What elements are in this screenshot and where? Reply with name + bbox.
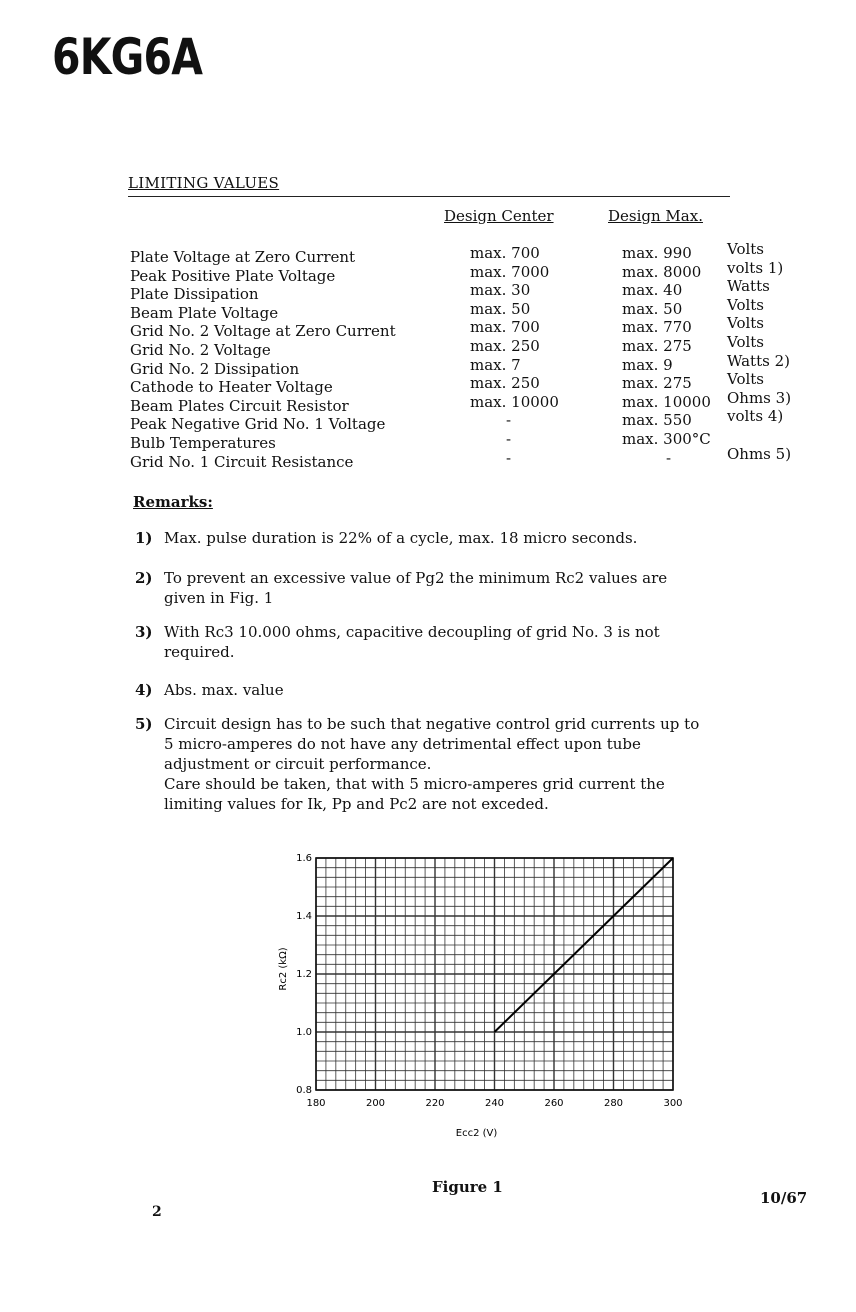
- date-code: 10/67: [760, 1189, 808, 1207]
- param-label: Beam Plates Circuit Resistor: [130, 396, 349, 415]
- max-value: max. 9: [622, 355, 673, 374]
- center-value: max. 7: [470, 355, 521, 374]
- design-max-values: [622, 244, 711, 467]
- x-tick-label: 180: [306, 1098, 326, 1109]
- center-value: max. 700: [470, 244, 540, 262]
- remark-item: [135, 680, 755, 700]
- unit-label: volts 4): [727, 407, 784, 426]
- design-center-values: [470, 244, 559, 467]
- max-value: max. 50: [622, 299, 683, 318]
- y-tick-label: 1.2: [296, 969, 312, 980]
- max-value: max. 40: [622, 281, 683, 300]
- param-label: Peak Positive Plate Voltage: [130, 266, 336, 285]
- max-value: max. 8000: [622, 262, 702, 281]
- remark-line: 5 micro-amperes do not have any detrimental effect upon tube: [164, 735, 641, 753]
- y-tick-label: 1.4: [296, 911, 312, 922]
- unit-label: Volts: [727, 314, 765, 333]
- remark-number: 2): [135, 569, 153, 587]
- remark-number: 4): [135, 681, 153, 699]
- param-label: Plate Voltage at Zero Current: [130, 248, 356, 266]
- unit-label: Volts: [727, 332, 765, 351]
- remarks-title: Remarks:: [133, 493, 213, 511]
- remark-item: [135, 528, 755, 548]
- remark-number: 1): [135, 529, 153, 547]
- x-tick-label: 280: [603, 1098, 624, 1109]
- center-value: max. 7000: [470, 262, 550, 281]
- x-tick-label: 300: [663, 1098, 683, 1109]
- remark-item: [135, 622, 755, 662]
- max-value: max. 550: [622, 411, 692, 430]
- y-axis-label: Rc2 (kΩ): [278, 947, 289, 991]
- center-value: -: [506, 448, 512, 467]
- y-tick-label: 0.8: [296, 1085, 312, 1096]
- max-value: -: [666, 448, 672, 467]
- x-tick-label: 240: [484, 1098, 505, 1109]
- remark-line: limiting values for Ik, Pp and Pc2 are not exceded.: [164, 795, 549, 813]
- limiting-values-title: LIMITING VALUES: [128, 174, 280, 192]
- center-value: max. 30: [470, 281, 531, 300]
- remark-line: given in Fig. 1: [164, 589, 274, 607]
- remark-line: required.: [164, 643, 235, 661]
- x-tick-label: 260: [544, 1098, 564, 1109]
- remark-line: Circuit design has to be such that negative control grid currents up to: [164, 715, 700, 733]
- param-label: Cathode to Heater Voltage: [130, 378, 333, 397]
- unit-label: Ohms 3): [727, 388, 792, 407]
- max-value: max. 275: [622, 336, 692, 355]
- remark-line: adjustment or circuit performance.: [164, 755, 432, 773]
- y-tick-label: 1.6: [296, 853, 312, 864]
- center-value: max. 250: [470, 374, 540, 393]
- col-design-center: Design Center: [444, 207, 554, 225]
- param-label: Plate Dissipation: [130, 285, 259, 304]
- figure-label: Figure 1: [432, 1178, 503, 1196]
- divider-rule: [128, 196, 730, 197]
- param-label: Grid No. 1 Circuit Resistance: [130, 452, 354, 471]
- remark-number: 3): [135, 623, 153, 641]
- remark-line: To prevent an excessive value of Pg2 the minimum Rc2 values are: [164, 569, 668, 587]
- unit-label: Watts 2): [727, 351, 790, 370]
- remark-line: With Rc3 10.000 ohms, capacitive decoupling of grid No. 3 is not: [164, 623, 660, 641]
- max-value: max. 300°C: [622, 429, 711, 448]
- remark-line: Abs. max. value: [164, 681, 284, 699]
- param-label: Beam Plate Voltage: [130, 303, 279, 322]
- center-value: max. 50: [470, 299, 531, 318]
- x-tick-label: 200: [365, 1098, 386, 1109]
- param-label: Grid No. 2 Voltage at Zero Current: [130, 322, 396, 341]
- param-label: Bulb Temperatures: [130, 433, 276, 452]
- remark-item: [135, 568, 755, 608]
- y-tick-label: 1.0: [296, 1027, 312, 1038]
- unit-values: [727, 240, 791, 463]
- tube-type-title: 6KG6A: [52, 28, 203, 86]
- x-axis-label: Ecc2 (V): [455, 1128, 498, 1139]
- max-value: max. 990: [622, 244, 692, 262]
- center-value: max. 700: [470, 318, 540, 337]
- x-tick-label: 220: [425, 1098, 445, 1109]
- unit-label: Volts: [727, 295, 765, 314]
- param-label: Peak Negative Grid No. 1 Voltage: [130, 415, 386, 434]
- unit-label: Ohms 5): [727, 444, 792, 463]
- unit-label: [727, 426, 791, 445]
- remark-item: [135, 714, 755, 814]
- max-value: max. 275: [622, 374, 692, 393]
- col-design-max: Design Max.: [608, 207, 703, 225]
- unit-label: Volts: [727, 370, 765, 389]
- max-value: max. 770: [622, 318, 692, 337]
- remark-number: 5): [135, 715, 153, 733]
- center-value: max. 250: [470, 336, 540, 355]
- param-label: Grid No. 2 Voltage: [130, 340, 271, 359]
- page-number: 2: [152, 1204, 162, 1220]
- remark-line: Max. pulse duration is 22% of a cycle, max. 18 micro seconds.: [164, 529, 638, 547]
- param-label: Grid No. 2 Dissipation: [130, 359, 300, 378]
- center-value: -: [506, 429, 512, 448]
- figure-1-chart: [280, 840, 700, 1140]
- center-value: max. 10000: [470, 392, 559, 411]
- unit-label: Volts: [727, 240, 765, 258]
- unit-label: Watts: [727, 277, 770, 296]
- center-value: -: [506, 411, 512, 430]
- max-value: max. 10000: [622, 392, 711, 411]
- remark-line: Care should be taken, that with 5 micro-amperes grid current the: [164, 775, 665, 793]
- parameter-list: [130, 248, 396, 471]
- unit-label: volts 1): [727, 258, 784, 277]
